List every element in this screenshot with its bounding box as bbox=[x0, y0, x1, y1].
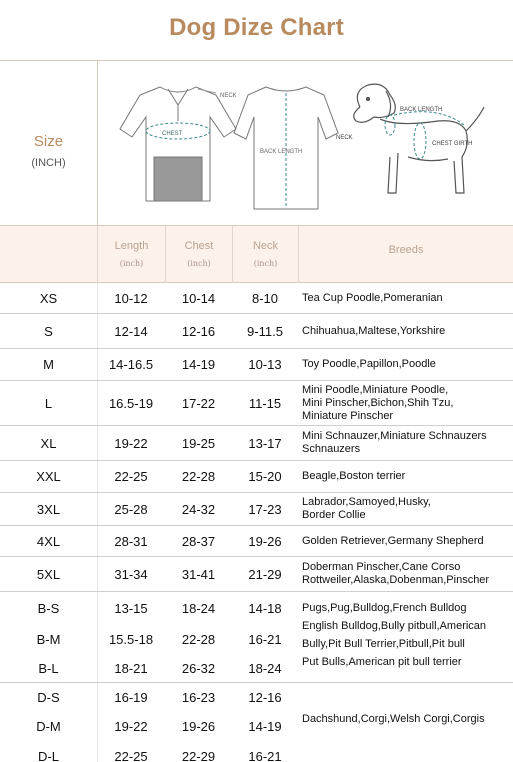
shirt-back-illustration bbox=[234, 87, 338, 209]
chest-cell: 18-24 bbox=[181, 601, 216, 616]
size-cell: XXL bbox=[36, 469, 61, 484]
neck-cell: 16-21 bbox=[248, 748, 282, 762]
neck-cell: 11-15 bbox=[248, 395, 282, 411]
length-cell: 28-31 bbox=[114, 533, 148, 549]
breeds-cell: Pugs,Pug,Bulldog,French Bulldog bbox=[302, 602, 467, 614]
length-cell: 15.5-18 bbox=[108, 632, 154, 647]
size-label: Size bbox=[33, 133, 64, 150]
breeds-cell: Golden Retriever,Germany Shepherd bbox=[302, 534, 484, 547]
size-cell: L bbox=[44, 395, 53, 411]
header-length: Length (inch) bbox=[97, 226, 165, 283]
chest-cell: 26-32 bbox=[181, 660, 216, 676]
page-title: Dog Dize Chart bbox=[169, 14, 344, 41]
header-chest: Chest (inch) bbox=[165, 226, 232, 283]
size-cell: XS bbox=[39, 290, 58, 306]
chest-cell: 16-23 bbox=[181, 690, 216, 705]
chest-cell: 17-22 bbox=[181, 395, 216, 411]
size-cell: D-S bbox=[37, 690, 60, 705]
size-cell: B-S bbox=[37, 601, 60, 616]
length-cell: 31-34 bbox=[114, 566, 148, 582]
neck-cell: 12-16 bbox=[248, 690, 282, 705]
neck-cell: 19-26 bbox=[248, 533, 282, 549]
chest-cell: 10-14 bbox=[181, 290, 216, 306]
chest-cell: 24-32 bbox=[181, 501, 216, 517]
neck-cell: 8-10 bbox=[251, 290, 279, 306]
table-row bbox=[0, 349, 513, 381]
neck-cell: 17-23 bbox=[248, 501, 282, 517]
breeds-cell: Beagle,Boston terrier bbox=[302, 470, 406, 482]
header-neck: Neck (inch) bbox=[232, 226, 298, 283]
length-cell: 18-21 bbox=[114, 660, 148, 676]
length-cell: 25-28 bbox=[114, 501, 148, 517]
breeds-cell: Toy Poodle,Papillon,Poodle bbox=[302, 358, 436, 370]
size-diagram-section bbox=[0, 60, 513, 226]
size-cell: M bbox=[43, 357, 54, 372]
dog-illustration bbox=[354, 84, 484, 193]
chest-cell: 14-19 bbox=[181, 357, 216, 372]
back-length-label-dog: BACK LENGTH bbox=[400, 107, 443, 113]
chest-cell: 19-25 bbox=[181, 435, 216, 451]
neck-cell: 14-19 bbox=[248, 719, 282, 734]
neck-cell: 13-17 bbox=[248, 435, 282, 451]
breeds-cell: Mini Schnauzer,Miniature Schnauzers Schnauzers bbox=[302, 430, 487, 455]
neck-cell: 16-21 bbox=[248, 632, 282, 647]
table-row bbox=[0, 557, 513, 592]
chest-cell: 31-41 bbox=[181, 566, 216, 582]
length-cell: 13-15 bbox=[114, 601, 148, 616]
chest-cell: 12-16 bbox=[181, 323, 216, 339]
table-row bbox=[0, 526, 513, 557]
neck-cell: 14-18 bbox=[248, 601, 282, 616]
neck-cell: 10-13 bbox=[248, 357, 282, 372]
chest-cell: 28-37 bbox=[181, 533, 216, 549]
length-cell: 22-25 bbox=[114, 748, 148, 762]
table-row bbox=[0, 381, 513, 426]
neck-cell: 21-29 bbox=[248, 566, 282, 582]
back-length-label-shirt: BACK LENGTH bbox=[260, 149, 303, 155]
size-cell: XL bbox=[40, 435, 57, 451]
size-cell: B-M bbox=[36, 632, 61, 647]
neck-cell: 9-11.5 bbox=[247, 323, 283, 339]
size-cell: D-L bbox=[38, 748, 59, 762]
breeds-cell: Chihuahua,Maltese,Yorkshire bbox=[302, 324, 446, 337]
neck-cell: 18-24 bbox=[248, 660, 282, 676]
neck-label-dog: NECK bbox=[336, 135, 353, 141]
table-header bbox=[0, 226, 513, 283]
size-cell: 5XL bbox=[36, 566, 61, 582]
table-row bbox=[0, 461, 513, 493]
neck-label-front: NECK bbox=[220, 93, 237, 99]
breeds-merged-d: Dachshund,Corgi,Welsh Corgi,Corgis bbox=[302, 712, 485, 725]
size-cell: B-L bbox=[38, 660, 59, 676]
size-unit: (INCH) bbox=[31, 157, 66, 169]
breeds-cell: Labrador,Samoyed,Husky, Border Collie bbox=[302, 496, 431, 521]
chest-label: CHEST bbox=[162, 131, 183, 137]
size-cell: D-M bbox=[36, 719, 61, 734]
breeds-cell: Tea Cup Poodle,Pomeranian bbox=[302, 291, 443, 304]
length-cell: 19-22 bbox=[114, 435, 148, 451]
breeds-cell: Doberman Pinscher,Cane Corso Rottweiler,Alaska,Dobenman,Pinscher bbox=[302, 561, 490, 586]
length-cell: 14-16.5 bbox=[108, 357, 154, 372]
length-cell: 12-14 bbox=[114, 323, 148, 339]
length-cell: 22-25 bbox=[114, 469, 148, 484]
table-row bbox=[0, 426, 513, 461]
length-cell: 19-22 bbox=[114, 719, 148, 734]
measurement-illustration bbox=[98, 61, 512, 225]
length-cell: 16.5-19 bbox=[108, 395, 154, 411]
size-cell: S bbox=[44, 323, 53, 339]
chest-cell: 22-29 bbox=[181, 748, 216, 762]
table-row bbox=[0, 493, 513, 526]
chest-girth-label: CHEST GIRTH bbox=[432, 141, 473, 147]
size-cell: 4XL bbox=[36, 533, 61, 549]
table-row bbox=[0, 283, 513, 314]
length-cell: 10-12 bbox=[114, 290, 148, 306]
chest-cell: 22-28 bbox=[181, 469, 216, 484]
breeds-merged-b: English Bulldog,Bully pitbull,American Bully,Pit Bull Terrier,Pitbull,Pit bull Put Bulls,American pit bull terrier bbox=[302, 620, 487, 668]
header-breeds: Breeds bbox=[298, 226, 513, 283]
chest-cell: 19-26 bbox=[181, 719, 216, 734]
shirt-front-illustration bbox=[120, 87, 236, 201]
size-cell: 3XL bbox=[36, 501, 61, 517]
table-row bbox=[0, 314, 513, 349]
neck-cell: 15-20 bbox=[248, 469, 282, 484]
breeds-cell: Mini Poodle,Miniature Poodle, Mini Pinscher,Bichon,Shih Tzu, Miniature Pinscher bbox=[302, 383, 454, 422]
length-cell: 16-19 bbox=[114, 690, 148, 705]
chest-cell: 22-28 bbox=[181, 632, 216, 647]
